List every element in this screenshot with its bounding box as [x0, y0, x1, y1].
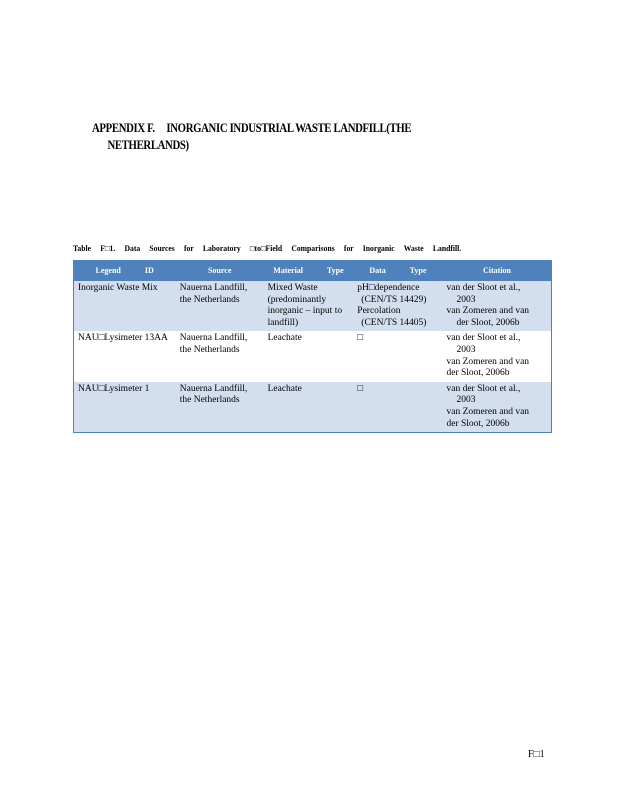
- cell-source: Nauerna Landfill, the Netherlands: [179, 333, 248, 355]
- data-type-line: Percolation: [357, 306, 401, 317]
- data-type-line: pH□dependence: [357, 283, 420, 293]
- cell-citation: [442, 382, 551, 433]
- cell-data-type: [353, 331, 442, 381]
- data-type-line: (CEN/TS 14429): [361, 294, 427, 305]
- citation-line: van der Sloot et al.,: [446, 383, 521, 394]
- cell-data-type: [353, 382, 442, 433]
- citation-line: 2003: [456, 294, 476, 305]
- cell-citation: [442, 331, 551, 381]
- cell-material: Mixed Waste (predominantly inorganic – input to landfill): [264, 281, 354, 332]
- cell-material: Leachate: [267, 333, 302, 344]
- data-type-line: (CEN/TS 14405): [361, 317, 427, 328]
- citation-line: der Sloot, 2006b: [446, 368, 510, 379]
- table-row: [74, 382, 552, 433]
- citation-line: van Zomeren and van: [446, 406, 530, 417]
- cell-source: Nauerna Landfill, the Netherlands: [176, 281, 264, 332]
- citation-line: der Sloot, 2006b: [446, 418, 510, 429]
- cell-data-type: [353, 281, 442, 332]
- table-row: [74, 331, 552, 381]
- header-citation: Citation: [442, 261, 551, 281]
- citation-line: 2003: [456, 395, 476, 406]
- cell-legend: Inorganic Waste Mix: [74, 281, 176, 332]
- appendix-heading-line1: APPENDIX F. INORGANIC INDUSTRIAL WASTE LANDFILL(THE: [92, 121, 412, 135]
- cell-material: Leachate: [264, 382, 354, 433]
- cell-source: Nauerna Landfill, the Netherlands: [176, 382, 264, 433]
- page-number: F□1: [528, 749, 545, 760]
- table-caption: Table F□1. Data Sources for Laboratory □to□Field Comparisons for Inorganic Waste Landfill.: [73, 243, 462, 253]
- header-material-type: Material Type: [264, 261, 354, 281]
- cell-legend: NAU□Lysimeter 1: [74, 382, 176, 433]
- citation-line: 2003: [456, 344, 476, 355]
- table-header-row: [74, 261, 552, 281]
- header-source: Source: [176, 261, 264, 281]
- appendix-heading-line2: NETHERLANDS): [107, 138, 189, 152]
- cell-citation: [442, 281, 551, 332]
- appendix-heading: [92, 120, 453, 154]
- citation-line: van Zomeren and van: [446, 306, 530, 317]
- citation-line: van der Sloot et al.,: [446, 283, 521, 293]
- data-type-line: □: [357, 383, 364, 394]
- data-type-line: □: [357, 333, 364, 344]
- cell-legend: NAU□Lysimeter 13AA: [74, 331, 176, 381]
- header-legend-id: Legend ID: [74, 261, 176, 281]
- table-row: [74, 281, 552, 332]
- data-sources-table: [73, 260, 552, 433]
- citation-line: der Sloot, 2006b: [456, 317, 520, 328]
- header-data-type: Data Type: [353, 261, 442, 281]
- citation-line: van der Sloot et al.,: [446, 333, 521, 344]
- citation-line: van Zomeren and van: [446, 356, 530, 367]
